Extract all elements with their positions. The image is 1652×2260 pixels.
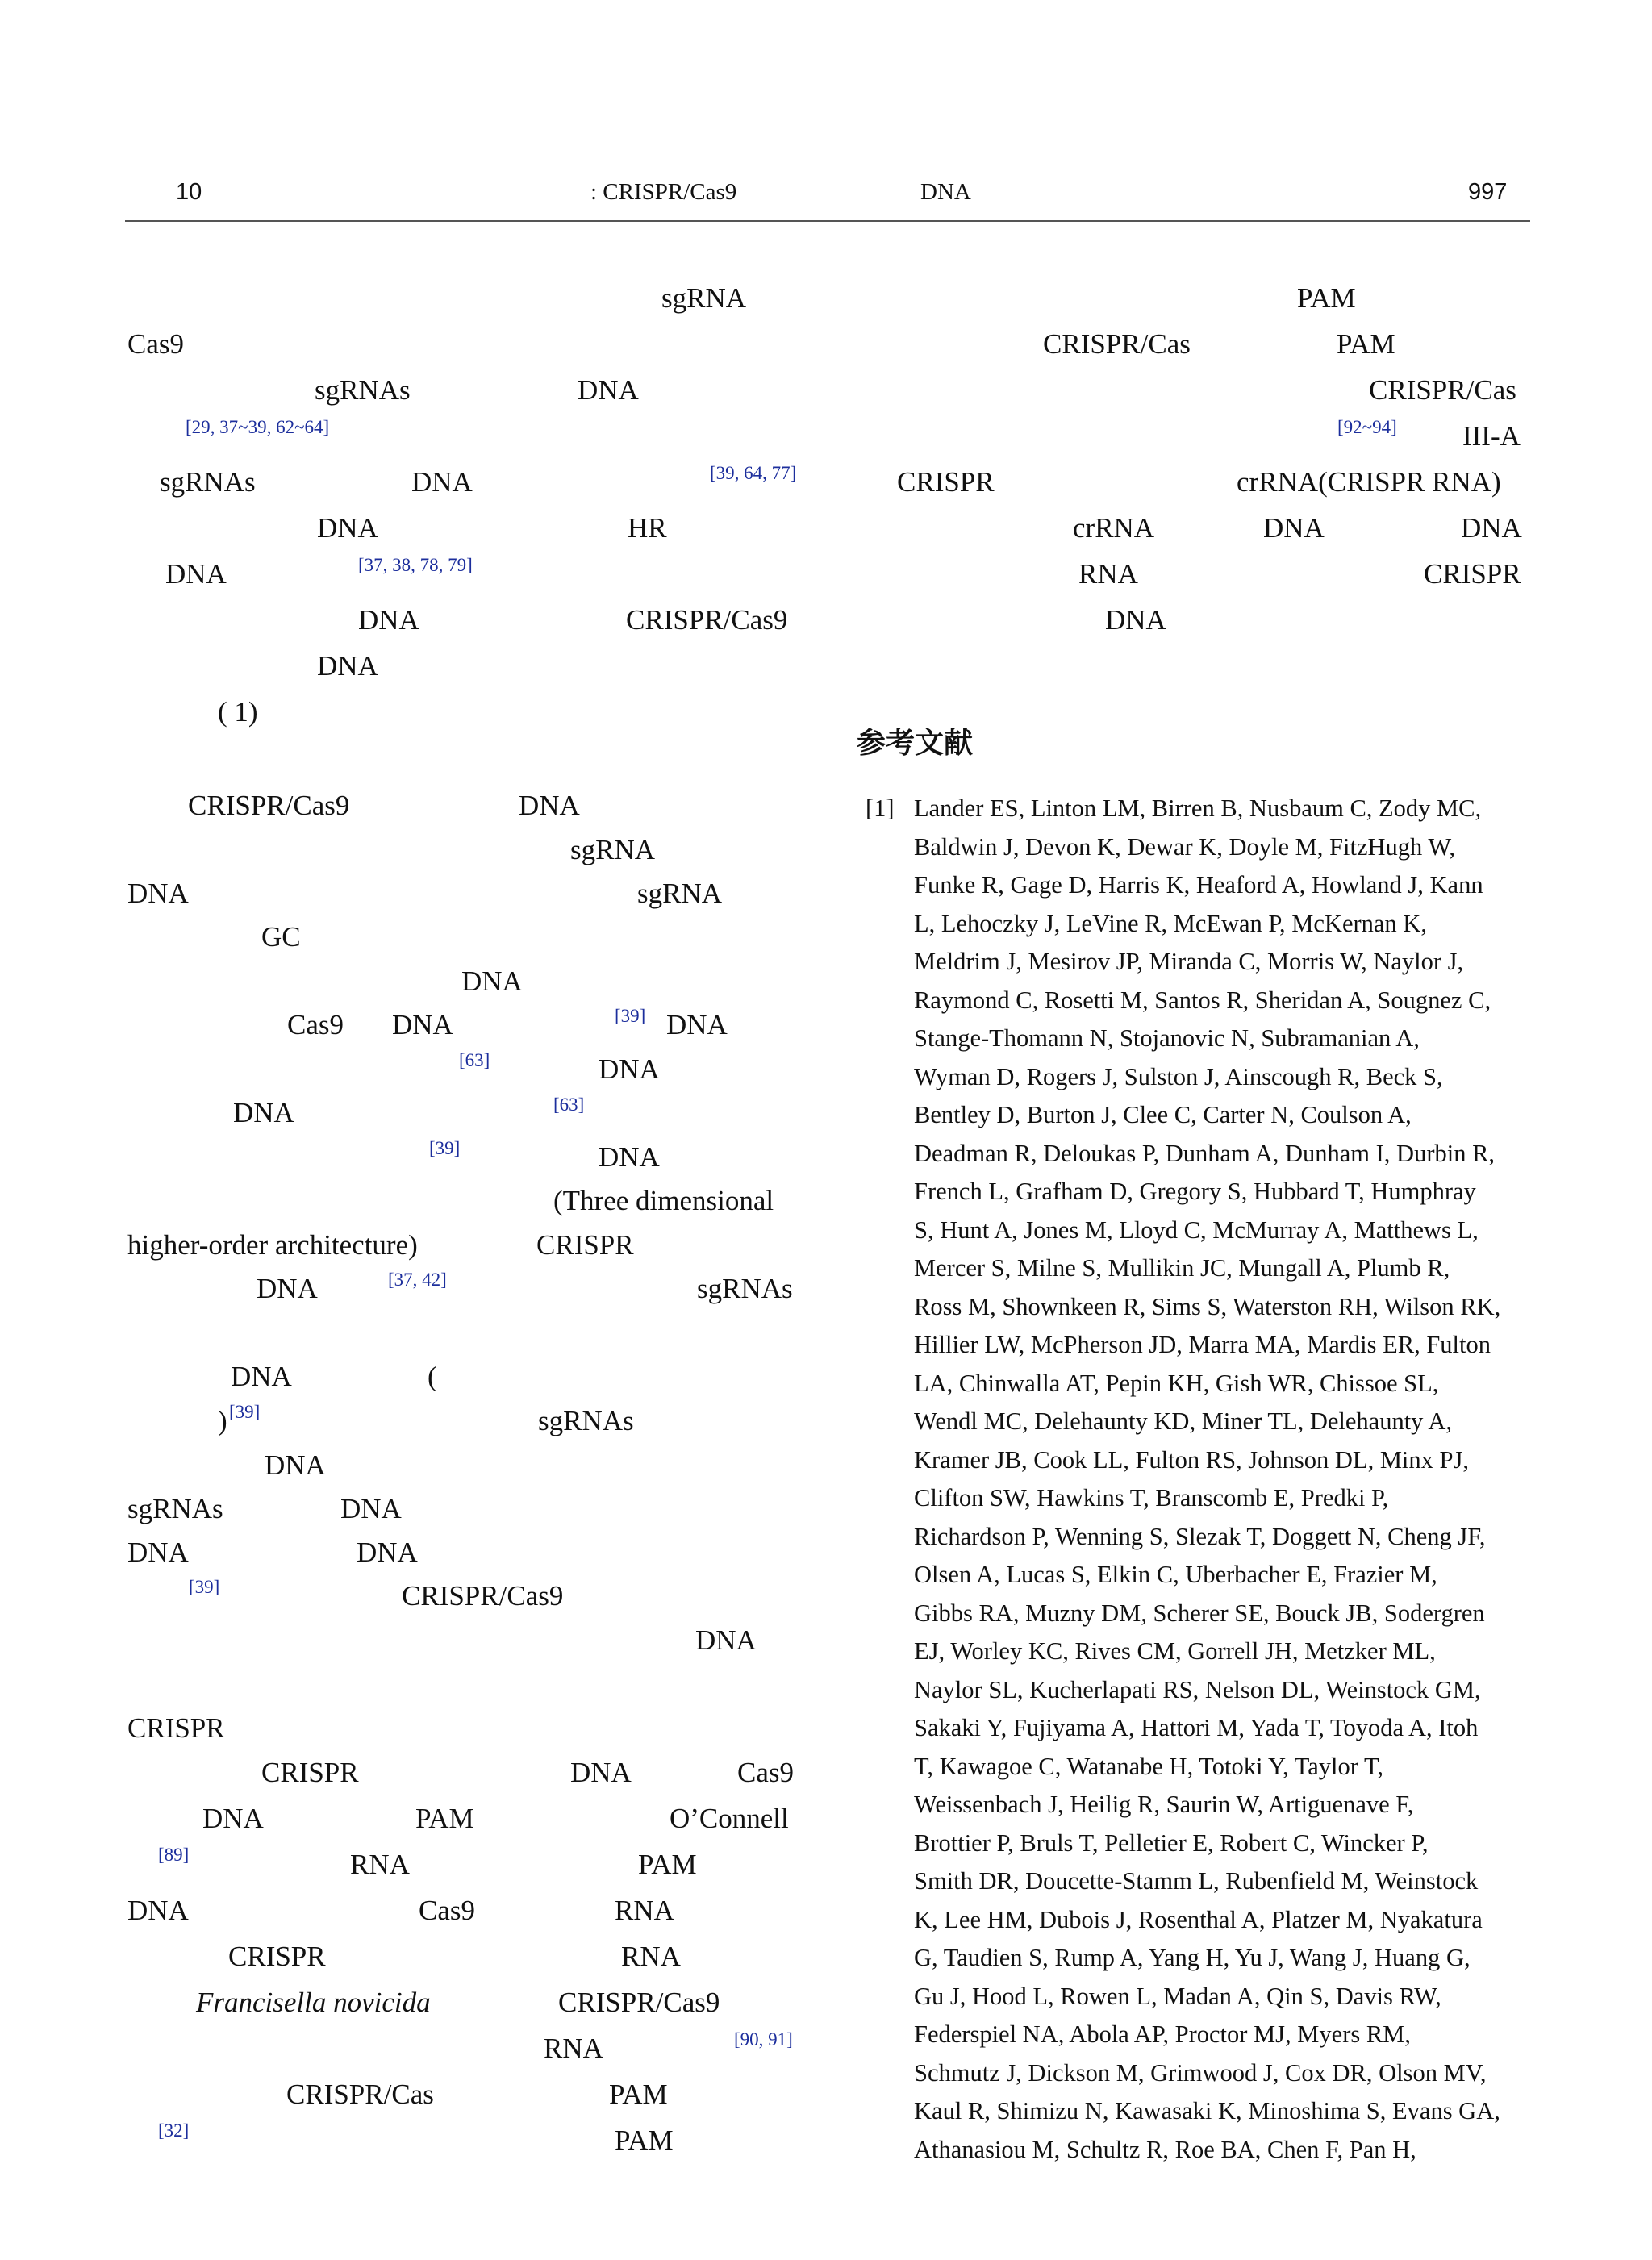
body-text-fragment: CRISPR xyxy=(228,1941,326,1972)
body-text-fragment: CRISPR/Cas9 xyxy=(188,790,350,821)
citation-mark: [37, 42] xyxy=(388,1270,447,1290)
reference-line: Kramer JB, Cook LL, Fulton RS, Johnson DL, Minx PJ, xyxy=(914,1445,1469,1474)
body-text-fragment: Cas9 xyxy=(419,1895,475,1926)
reference-line: Gu J, Hood L, Rowen L, Madan A, Qin S, Davis RW, xyxy=(914,1982,1441,2010)
body-text-fragment: RNA xyxy=(621,1941,681,1972)
body-text-fragment: Cas9 xyxy=(737,1757,794,1788)
reference-line: EJ, Worley KC, Rives CM, Gorrell JH, Metzker ML, xyxy=(914,1637,1436,1665)
reference-number: [1] xyxy=(866,794,895,822)
reference-line: Weissenbach J, Heilig R, Saurin W, Artiguenave F, xyxy=(914,1791,1414,1818)
body-text-fragment: ( 1) xyxy=(218,696,258,728)
reference-line: Deadman R, Deloukas P, Dunham A, Dunham I, Durbin R, xyxy=(914,1139,1496,1167)
reference-line: L, Lehoczky J, LeVine R, McEwan P, McKernan K, xyxy=(914,909,1427,937)
body-text-fragment: CRISPR xyxy=(261,1757,359,1788)
body-text-fragment: DNA xyxy=(127,878,189,909)
body-text-fragment: DNA xyxy=(1263,512,1325,544)
reference-line: Schmutz J, Dickson M, Grimwood J, Cox DR, Olson MV, xyxy=(914,2058,1487,2087)
citation-mark: [39, 64, 77] xyxy=(710,463,797,483)
reference-line: Mercer S, Milne S, Mullikin JC, Mungall A, Plumb R, xyxy=(914,1254,1450,1282)
body-text-fragment: PAM xyxy=(415,1803,474,1834)
body-text-fragment: III-A xyxy=(1462,420,1521,452)
body-text-fragment: Cas9 xyxy=(287,1009,344,1040)
body-text-fragment: sgRNA xyxy=(570,834,656,865)
body-text-fragment: CRISPR/Cas xyxy=(1369,374,1516,406)
reference-line: Naylor SL, Kucherlapati RS, Nelson DL, Weinstock GM, xyxy=(914,1675,1481,1703)
reference-line: Wendl MC, Delehaunty KD, Miner TL, Delehaunty A, xyxy=(914,1407,1453,1435)
body-text-fragment: PAM xyxy=(609,2079,668,2110)
reference-line: K, Lee HM, Dubois J, Rosenthal A, Platzer M, Nyakatura xyxy=(914,1905,1483,1933)
reference-line: Federspiel NA, Abola AP, Proctor MJ, Myers RM, xyxy=(914,2020,1411,2048)
body-text-fragment: DNA xyxy=(570,1757,632,1788)
body-text-fragment: PAM xyxy=(1337,328,1395,360)
body-text-fragment: HR xyxy=(628,512,667,544)
body-text-fragment: DNA xyxy=(202,1803,264,1834)
body-text-fragment: RNA xyxy=(615,1895,674,1926)
reference-line: Ross M, Shownkeen R, Sims S, Waterston RH, Wilson RK, xyxy=(914,1292,1501,1320)
citation-mark: [39] xyxy=(615,1006,646,1026)
body-text-fragment: DNA xyxy=(578,374,639,406)
body-text-fragment: CRISPR xyxy=(127,1712,225,1744)
body-text-fragment: RNA xyxy=(350,1849,410,1880)
body-text-fragment: CRISPR/Cas xyxy=(286,2079,434,2110)
body-text-fragment: crRNA(CRISPR RNA) xyxy=(1237,466,1501,498)
body-text-fragment: sgRNAs xyxy=(127,1493,223,1524)
body-text-fragment: crRNA xyxy=(1073,512,1155,544)
citation-mark: [39] xyxy=(429,1138,461,1158)
body-text-fragment: DNA xyxy=(461,965,523,997)
body-text-fragment: O’Connell xyxy=(670,1803,789,1834)
body-text-fragment: Francisella novicida xyxy=(196,1987,431,2018)
body-text-fragment: DNA xyxy=(127,1895,189,1926)
references-heading: 参考文献 xyxy=(857,727,974,760)
body-text-fragment: DNA xyxy=(411,466,473,498)
body-text-fragment: DNA xyxy=(257,1273,318,1304)
body-text-fragment: DNA xyxy=(340,1493,402,1524)
body-text-fragment: higher-order architecture) xyxy=(127,1229,418,1261)
body-text-fragment: CRISPR/Cas9 xyxy=(558,1987,720,2018)
reference-line: French L, Grafham D, Gregory S, Hubbard T, Humphray xyxy=(914,1178,1476,1205)
body-text-fragment: sgRNAs xyxy=(697,1273,793,1304)
reference-line: Stange-Thomann N, Stojanovic N, Subramanian A, xyxy=(914,1024,1420,1052)
body-text-fragment: DNA xyxy=(233,1097,294,1128)
reference-line: Smith DR, Doucette-Stamm L, Rubenfield M, Weinstock xyxy=(914,1867,1479,1895)
body-text-fragment: Cas9 xyxy=(127,328,184,360)
citation-mark: [90, 91] xyxy=(734,2029,793,2049)
body-text-fragment: CRISPR xyxy=(897,466,995,498)
body-text-fragment: CRISPR xyxy=(1424,558,1521,590)
body-text-fragment: ( xyxy=(428,1361,437,1392)
reference-line: Bentley D, Burton J, Clee C, Carter N, Coulson A, xyxy=(914,1101,1412,1128)
body-text-fragment: sgRNA xyxy=(661,282,747,314)
citation-mark: [92~94] xyxy=(1337,417,1397,437)
reference-line: Athanasiou M, Schultz R, Roe BA, Chen F, Pan H, xyxy=(914,2135,1416,2163)
reference-line: Baldwin J, Devon K, Dewar K, Doyle M, FitzHugh W, xyxy=(914,832,1455,861)
reference-line: Funke R, Gage D, Harris K, Heaford A, Howland J, Kann xyxy=(914,871,1483,899)
page-number-left: 10 xyxy=(176,179,202,205)
body-text-fragment: DNA xyxy=(165,558,227,590)
body-text-fragment: DNA xyxy=(599,1141,660,1173)
reference-line: Kaul R, Shimizu N, Kawasaki K, Minoshima S, Evans GA, xyxy=(914,2097,1500,2124)
body-text-fragment: CRISPR xyxy=(536,1229,634,1261)
body-text-fragment: DNA xyxy=(317,650,378,682)
body-text-fragment: DNA xyxy=(392,1009,453,1040)
body-text-fragment: DNA xyxy=(666,1009,728,1040)
reference-line: Hillier LW, McPherson JD, Marra MA, Mardis ER, Fulton xyxy=(914,1331,1491,1358)
body-text-fragment: PAM xyxy=(1297,282,1356,314)
body-text-fragment: DNA xyxy=(357,1537,418,1568)
reference-line: Lander ES, Linton LM, Birren B, Nusbaum C, Zody MC, xyxy=(914,794,1482,822)
reference-line: G, Taudien S, Rump A, Yang H, Yu J, Wang J, Huang G, xyxy=(914,1944,1471,1971)
body-text-fragment: CRISPR/Cas9 xyxy=(626,604,788,636)
citation-mark: [32] xyxy=(158,2120,190,2141)
reference-line: Gibbs RA, Muzny DM, Scherer SE, Bouck JB, Sodergren xyxy=(914,1599,1485,1627)
body-text-fragment: DNA xyxy=(358,604,419,636)
body-text-fragment: DNA xyxy=(231,1361,292,1392)
citation-mark: [39] xyxy=(189,1577,220,1597)
reference-line: Clifton SW, Hawkins T, Branscomb E, Predki P, xyxy=(914,1484,1389,1512)
body-text-fragment: DNA xyxy=(519,790,580,821)
reference-line: Meldrim J, Mesirov JP, Miranda C, Morris W, Naylor J, xyxy=(914,948,1464,975)
body-text-fragment: ) xyxy=(218,1405,227,1436)
body-text-fragment: CRISPR/Cas xyxy=(1043,328,1191,360)
body-text-fragment: sgRNAs xyxy=(538,1405,634,1436)
page-number-right: 997 xyxy=(1468,179,1508,205)
body-text-fragment: RNA xyxy=(544,2033,603,2064)
body-text-fragment: sgRNAs xyxy=(160,466,256,498)
body-text-fragment: DNA xyxy=(1105,604,1166,636)
body-text-fragment: DNA xyxy=(695,1624,757,1656)
reference-line: T, Kawagoe C, Watanabe H, Totoki Y, Taylor T, xyxy=(914,1752,1383,1780)
body-text-fragment: CRISPR/Cas9 xyxy=(402,1580,564,1612)
reference-line: Brottier P, Bruls T, Pelletier E, Robert C, Wincker P, xyxy=(914,1828,1429,1857)
body-text-fragment: DNA xyxy=(599,1053,660,1085)
citation-mark: [29, 37~39, 62~64] xyxy=(186,417,330,437)
citation-mark: [89] xyxy=(158,1845,190,1865)
reference-line: Wyman D, Rogers J, Sulston J, Ainscough R, Beck S, xyxy=(914,1062,1443,1090)
body-text-fragment: GC xyxy=(261,921,301,953)
body-text-fragment: (Three dimensional xyxy=(553,1185,774,1216)
reference-line: S, Hunt A, Jones M, Lloyd C, McMurray A, Matthews L, xyxy=(914,1215,1479,1244)
reference-line: Olsen A, Lucas S, Elkin C, Uberbacher E, Frazier M, xyxy=(914,1561,1437,1588)
citation-mark: [63] xyxy=(553,1095,585,1115)
citation-mark: [63] xyxy=(459,1050,490,1070)
body-text-fragment: PAM xyxy=(615,2124,674,2156)
running-title: : CRISPR/Cas9 xyxy=(590,179,737,205)
body-text-fragment: DNA xyxy=(1461,512,1522,544)
body-text-fragment: DNA xyxy=(127,1537,189,1568)
reference-line: LA, Chinwalla AT, Pepin KH, Gish WR, Chissoe SL, xyxy=(914,1369,1439,1397)
body-text-fragment: sgRNAs xyxy=(315,374,411,406)
body-text-fragment: RNA xyxy=(1078,558,1138,590)
citation-mark: [39] xyxy=(229,1402,261,1422)
body-text-fragment: sgRNA xyxy=(637,878,723,909)
running-title-dna: DNA xyxy=(920,179,971,205)
citation-mark: [37, 38, 78, 79] xyxy=(358,555,473,575)
header-rule xyxy=(125,220,1530,222)
body-text-fragment: DNA xyxy=(265,1449,326,1481)
body-text-fragment: PAM xyxy=(638,1849,697,1880)
reference-line: Raymond C, Rosetti M, Santos R, Sheridan A, Sougnez C, xyxy=(914,986,1491,1014)
reference-line: Sakaki Y, Fujiyama A, Hattori M, Yada T, Toyoda A, Itoh xyxy=(914,1714,1479,1741)
reference-line: Richardson P, Wenning S, Slezak T, Doggett N, Cheng JF, xyxy=(914,1522,1486,1550)
body-text-fragment: DNA xyxy=(317,512,378,544)
